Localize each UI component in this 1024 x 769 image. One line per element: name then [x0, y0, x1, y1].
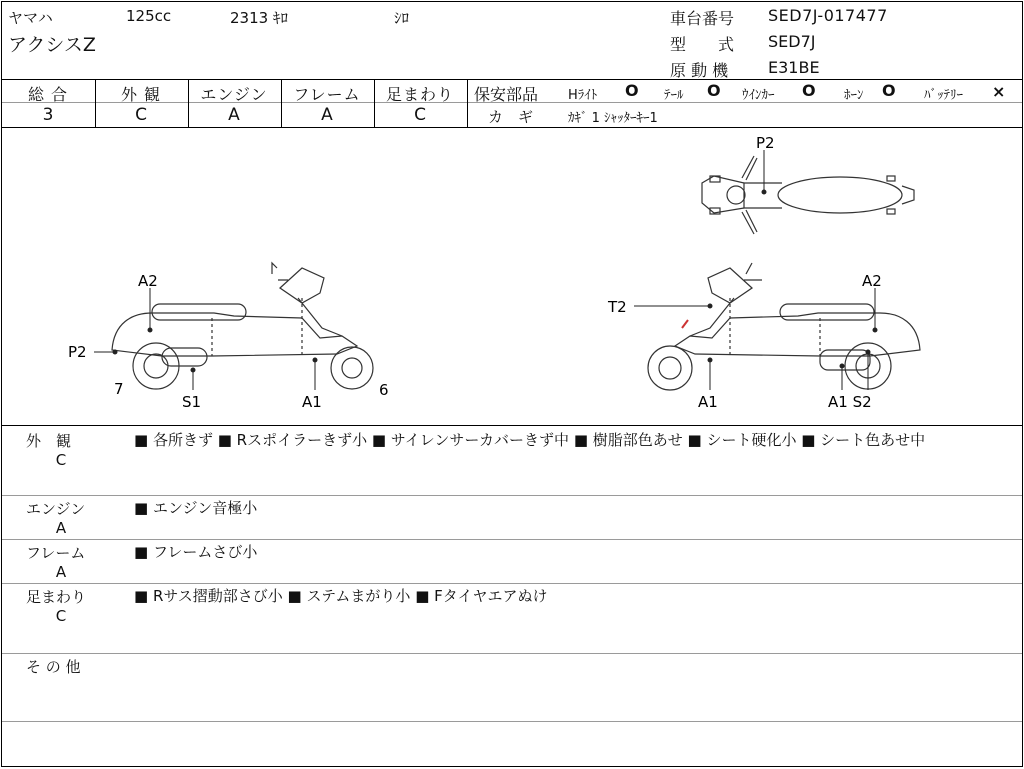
- frame-no-label: 車台番号: [670, 9, 735, 28]
- safety-item-headlight-label: Hﾗｲﾄ: [568, 88, 598, 103]
- label-p2-left: P2: [68, 343, 87, 361]
- score-label-exterior: 外 観: [120, 85, 162, 104]
- type-label: 型 式: [670, 35, 735, 54]
- note-category-other: そ の 他: [26, 658, 81, 676]
- engine-label: 原 動 機: [670, 61, 729, 80]
- safety-item-battery-label: ﾊﾞｯﾃﾘｰ: [924, 88, 963, 103]
- frame-no: SED7J-017477: [768, 6, 888, 25]
- score-suspension: C: [414, 105, 426, 125]
- label-p2-top: P2: [756, 134, 775, 152]
- note-engine: ■ エンジン音極小: [134, 499, 258, 517]
- score-label-engine: エンジン: [200, 85, 268, 104]
- note-category-exterior: 外 観 C: [26, 432, 72, 469]
- displacement: 125cc: [126, 7, 172, 25]
- note-category-frame: フレーム A: [26, 544, 86, 581]
- safety-item-winker-status: O: [802, 81, 816, 100]
- divider: [2, 79, 1022, 80]
- safety-item-winker-label: ｳｲﾝｶｰ: [742, 88, 775, 103]
- divider: [2, 425, 1022, 426]
- label-a1-s2: A1 S2: [828, 393, 872, 411]
- model-name: アクシスZ: [8, 34, 96, 56]
- color: ｼﾛ: [394, 9, 410, 27]
- score-overall: 3: [42, 105, 54, 125]
- scooter-diagram: [2, 128, 1022, 424]
- safety-item-tail-label: ﾃｰﾙ: [664, 88, 684, 103]
- note-suspension: ■ Rサス摺動部さび小 ■ ステムまがり小 ■ Fタイヤエアぬけ: [134, 587, 548, 605]
- safety-title: 保安部品: [474, 85, 539, 104]
- key-label: カ ギ: [488, 108, 534, 126]
- score-frame: A: [321, 105, 333, 125]
- score-engine: A: [228, 105, 240, 125]
- label-6: 6: [379, 381, 389, 399]
- engine-value: E31BE: [768, 58, 820, 77]
- note-frame: ■ フレームさび小: [134, 543, 258, 561]
- note-exterior: ■ 各所きず ■ Rスポイラーきず小 ■ サイレンサーカバーきず中 ■ 樹脂部色あせ ■ シート硬化小 ■ シート色あせ中: [134, 431, 926, 449]
- score-exterior: C: [135, 105, 147, 125]
- label-a2-left: A2: [138, 272, 158, 290]
- safety-item-horn-label: ﾎｰﾝ: [844, 88, 864, 103]
- mileage: 2313 ｷﾛ: [230, 9, 288, 27]
- key-value: ｶｷﾞ 1 ｼｬｯﾀｰｷｰ1: [568, 111, 658, 126]
- safety-item-battery-status: ×: [992, 82, 1006, 101]
- label-s1: S1: [182, 393, 202, 411]
- label-7: 7: [114, 380, 124, 398]
- score-label-suspension: 足まわり: [385, 85, 454, 104]
- score-label-frame: フレーム: [293, 85, 361, 104]
- note-category-engine: エンジン A: [26, 500, 86, 537]
- label-t2: T2: [608, 298, 627, 316]
- inspection-sheet: [1, 1, 1023, 767]
- label-a2-right: A2: [862, 272, 882, 290]
- score-label-overall: 総 合: [27, 85, 69, 104]
- damage-mark: [682, 320, 688, 328]
- type-value: SED7J: [768, 32, 816, 51]
- label-a1-right: A1: [698, 393, 718, 411]
- safety-item-headlight-status: O: [625, 81, 639, 100]
- safety-item-horn-status: O: [882, 81, 896, 100]
- safety-item-tail-status: O: [707, 81, 721, 100]
- note-category-suspension: 足まわり C: [26, 588, 87, 625]
- top-view-scooter: [702, 156, 914, 234]
- maker: ヤマハ: [8, 9, 53, 27]
- label-a1-left: A1: [302, 393, 322, 411]
